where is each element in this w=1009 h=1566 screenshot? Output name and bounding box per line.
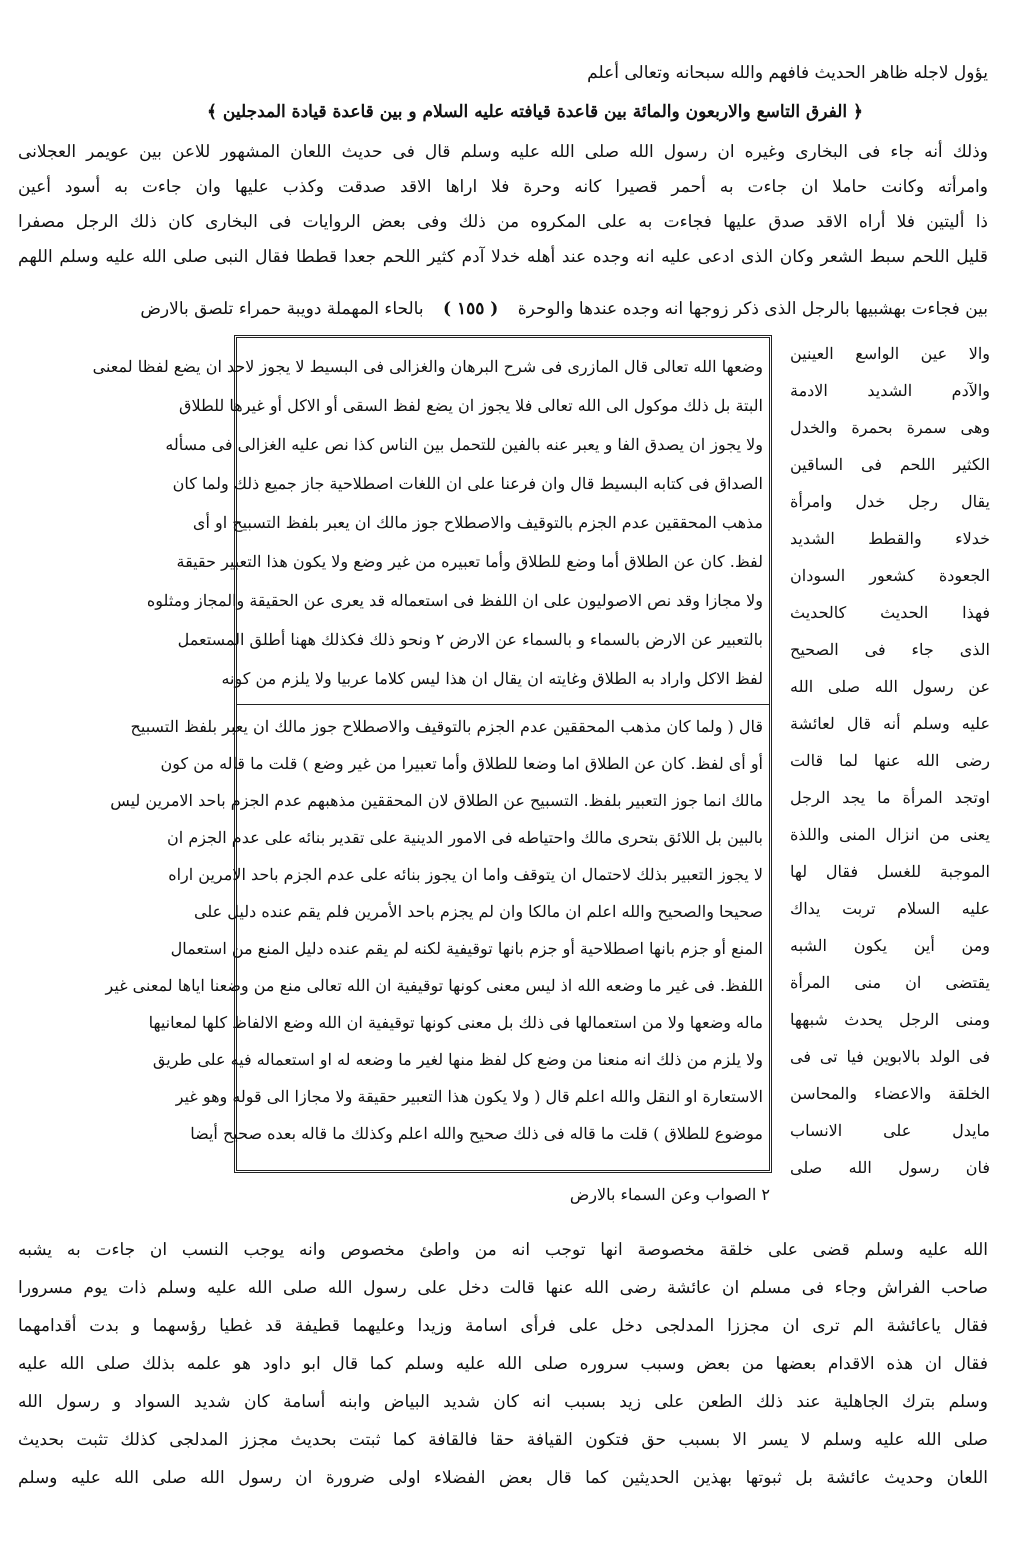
- side-column-line: عليه السلام تربت يداك: [790, 899, 990, 918]
- page-number-row: [18, 294, 988, 324]
- box-upper-line: لفظ. كان عن الطلاق أما وضع للطلاق وأما تعبيره من غير وضع ولا يكون هذا التعبير حقيقة: [176, 552, 763, 571]
- box-lower-line: المنع أو جزم بانها اصطلاحية أو جزم بانها توقيفية لكنه لم يقم عنده دليل المنع من استعمال: [170, 939, 763, 958]
- row-before-number: بين فجاءت بهشبيها بالرجل الذى ذكر زوجها انه وجده عندها والوحرة: [517, 299, 988, 319]
- side-column-line: يقال رجل خدل وامرأة: [790, 492, 990, 511]
- side-column-line: والا عين الواسع العينين: [790, 344, 990, 363]
- page-number: ( ١٥٥ ): [443, 299, 499, 319]
- box-lower-line: بالبين بل اللائق بتحرى مالك واحتياطه فى الامور الدينية على تقدير بنائه على عدم الجزم ان: [167, 828, 763, 847]
- box-upper-line: الصداق فى كتابه البسيط قال وان فرعنا على ان اللغات اصطلاحية جاز جميع ذلك ولما كان: [172, 474, 763, 493]
- side-column-line: الكثير اللحم فى الساقين: [790, 455, 990, 474]
- box-lower-line: مالك انما جوز التعبير بلفظ. التسبيح عن الطلاق لان المحققين مذهبهم عدم الجزم باحد الامرين ليس: [110, 791, 763, 810]
- side-column-line: الذى جاء فى الصحيح: [790, 640, 990, 659]
- side-column-line: ومنى الرجل يحدث شبهها: [790, 1010, 990, 1029]
- side-column-line: عليه وسلم أنه قال لعائشة: [790, 714, 990, 733]
- intro-line: يؤول لاجله ظاهر الحديث فافهم والله سبحانه وتعالى أعلم: [587, 63, 988, 83]
- top-paragraph-line: ذا أليتين فلا أراه الاقد صدق عليها فجاءت به على المكروه من ذلك وفى بعض الروايات فى البخارى كان ذلك الرجل مصفرا: [18, 212, 988, 232]
- side-column-line: خدلاء والقطط الشديد: [790, 529, 990, 548]
- side-column-line: اوتجد المرأة ما يجد الرجل: [790, 788, 990, 807]
- bottom-paragraph-line: الله عليه وسلم قضى على خلقة مخصوصة انها توجب انه من واطئ مخصوص وانه يوجب النسب ان جاءت به يشبه: [18, 1240, 988, 1260]
- side-column-line: عن رسول الله صلى الله: [790, 677, 990, 696]
- box-lower-line: أو أى لفظ. كان عن الطلاق اما وضعا للطلاق وأما تعبيرا من غير وضع ) قلت ما قاله من كون: [160, 754, 763, 773]
- side-column-line: يقتضى ان منى المرأة: [790, 973, 990, 992]
- box-divider: [237, 704, 769, 705]
- side-column-line: فى الولد بالابوين فيا تى فى: [790, 1047, 990, 1066]
- box-upper-line: ولا يجوز ان يصدق الفا و يعبر عنه بالفين للتحمل بين الناس كذا نص عليه الغزالى فى مسأله: [165, 435, 763, 454]
- box-lower-line: ماله وضعها ولا من استعمالها فى ذلك بل معنى كونها توقيفية ان الله وضع الالفاظ كلها لمعانيها: [148, 1013, 763, 1032]
- top-paragraph-line: قليل اللحم سبط الشعر وكان الذى ادعى عليه انه وجده عند أهله خدلا آدم كثير اللحم جعدا قططا فقال النبى صلى الله عليه وسلم اللهم: [18, 247, 988, 267]
- side-column-line: الخلقة والاعضاء والمحاسن: [790, 1084, 990, 1103]
- side-column-line: الموجبة للغسل فقال لها: [790, 862, 990, 881]
- side-column-line: والآدم الشديد الادمة: [790, 381, 990, 400]
- bottom-paragraph-line: وسلم بترك الجاهلية عند ذلك الطعن على زيد بسبب انه كان شديد البياض وابنه أسامة كان شديد السواد و رسول الله: [18, 1392, 988, 1412]
- side-column-line: الجعودة كشعور السودان: [790, 566, 990, 585]
- side-column-line: يعنى من انزال المنى واللذة: [790, 825, 990, 844]
- box-lower-line: اللفظ. فى غير ما وضعه الله اذ ليس معنى كونها توقيفية ان الله تعالى منع من وضعنا اياها لمعنى غير: [105, 976, 763, 995]
- row-after-number: بالحاء المهملة دويبة حمراء تلصق بالارض: [140, 299, 424, 319]
- box-lower-line: لا يجوز التعبير بذلك لاحتمال ان يتوقف واما ان يجوز بنائه على عدم الجزم باحد الامرين اراه: [168, 865, 763, 884]
- top-paragraph-line: وامرأته وكانت حاملا ان جاءت به أحمر قصيرا كانه وحرة فلا اراها الاقد صدقت وكذب عليها وان جاءت به أسود أعين: [18, 177, 988, 197]
- box-upper-line: بالتعبير عن الارض بالسماء و بالسماء عن الارض ٢ ونحو ذلك فكذلك ههنا أطلق المستعمل: [177, 630, 763, 649]
- box-lower-line: صحيحا والصحيح والله اعلم ان مالكا وان لم يجزم باحد الأمرين فلم يقم عنده دليل على: [194, 902, 763, 921]
- bottom-paragraph-line: اللعان وحديث عائشة بل ثبوتها بهذين الحديثين كما قال بعض الفضلاء اولى ضرورة ان رسول الله صلى الله عليه وسلم: [18, 1468, 988, 1488]
- side-column-line: فان رسول الله صلى: [790, 1158, 990, 1177]
- box-lower-line: قال ( ولما كان مذهب المحققين عدم الجزم بالتوقيف والاصطلاح جوز مالك ان يعبر بلفظ التسبيح: [130, 717, 763, 736]
- box-upper-line: البتة بل ذلك موكول الى الله تعالى فلا يجوز ان يضع لفظ السقى أو الاكل أو غيرها للطلاق: [179, 396, 763, 415]
- bottom-paragraph-line: صاحب الفراش وجاء فى مسلم ان عائشة رضى الله عنها قالت دخل على رسول الله صلى الله عليه وسلم ذات يوم مسرورا: [18, 1278, 988, 1298]
- box-lower-line: ولا يلزم من ذلك انه منعنا من وضع كل لفظ منها لغير ما وضعه له او استعماله فيه على طريق: [152, 1050, 763, 1069]
- box-upper-line: وضعها الله تعالى قال المازرى فى شرح البرهان والغزالى فى البسيط لا يجوز لاحد ان يضع لفظا لمعنى: [92, 357, 763, 376]
- side-column-line: ومن أين يكون الشبه: [790, 936, 990, 955]
- box-upper-line: لفظ الاكل واراد به الطلاق وغايته ان يقال ان هذا ليس كلاما عربيا ولا يلزم من كونه: [221, 669, 763, 688]
- footnote: ٢ الصواب وعن السماء بالارض: [569, 1185, 770, 1204]
- bottom-paragraph-line: فقال ان هذه الاقدام بعضها من بعض وسبب سروره صلى الله عليه وسلم كما قال ابو داود هو علمه بذلك صلى الله عليه: [18, 1354, 988, 1374]
- box-upper-line: ولا مجازا وقد نص الاصوليون على ان اللفظ فى استعماله قد يعرى عن الحقيقة والمجاز ومثلوه: [146, 591, 763, 610]
- side-column-line: رضى الله عنها لما قالت: [790, 751, 990, 770]
- side-column-line: فهذا الحديث كالحديث: [790, 603, 990, 622]
- top-paragraph-line: وذلك أنه جاء فى البخارى وغيره ان رسول الله صلى الله عليه وسلم قال فى حديث اللعان المشهور للاعن بين عويمر العجلانى: [18, 142, 988, 162]
- box-lower-line: الاستعارة او النقل والله اعلم قال ( ولا يكون هذا التعبير حقيقة ولا مجازا الى قوله وهو غير: [175, 1087, 763, 1106]
- bottom-paragraph-line: صلى الله عليه وسلم لا يسر الا بسبب حق فتكون القيافة حقا فالقافة كما ثبتت بحديث مجزز المدلجى كذلك تثبت بحديث: [18, 1430, 988, 1450]
- section-heading: ﴿ الفرق التاسع والاربعون والمائة بين قاعدة قيافته عليه السلام و بين قاعدة قيادة المدجلين ﴾: [207, 102, 863, 122]
- box-lower-line: موضوع للطلاق ) قلت ما قاله فى ذلك صحيح والله اعلم وكذلك ما قاله بعده صحيح أيضا: [190, 1124, 763, 1143]
- side-column-line: وهى سمرة بحمرة والخدل: [790, 418, 990, 437]
- bottom-paragraph-line: فقال ياعائشة الم ترى ان مجززا المدلجى دخل على فرأى اسامة وزيدا وعليهما قطيفة قد غطيا رؤسهما و بدت أقدامهما: [18, 1316, 988, 1336]
- side-column-line: مايدل على الانساب: [790, 1121, 990, 1140]
- box-upper-line: مذهب المحققين عدم الجزم بالتوقيف والاصطلاح جوز مالك ان يعبر بلفظ التسبيح او أى: [192, 513, 763, 532]
